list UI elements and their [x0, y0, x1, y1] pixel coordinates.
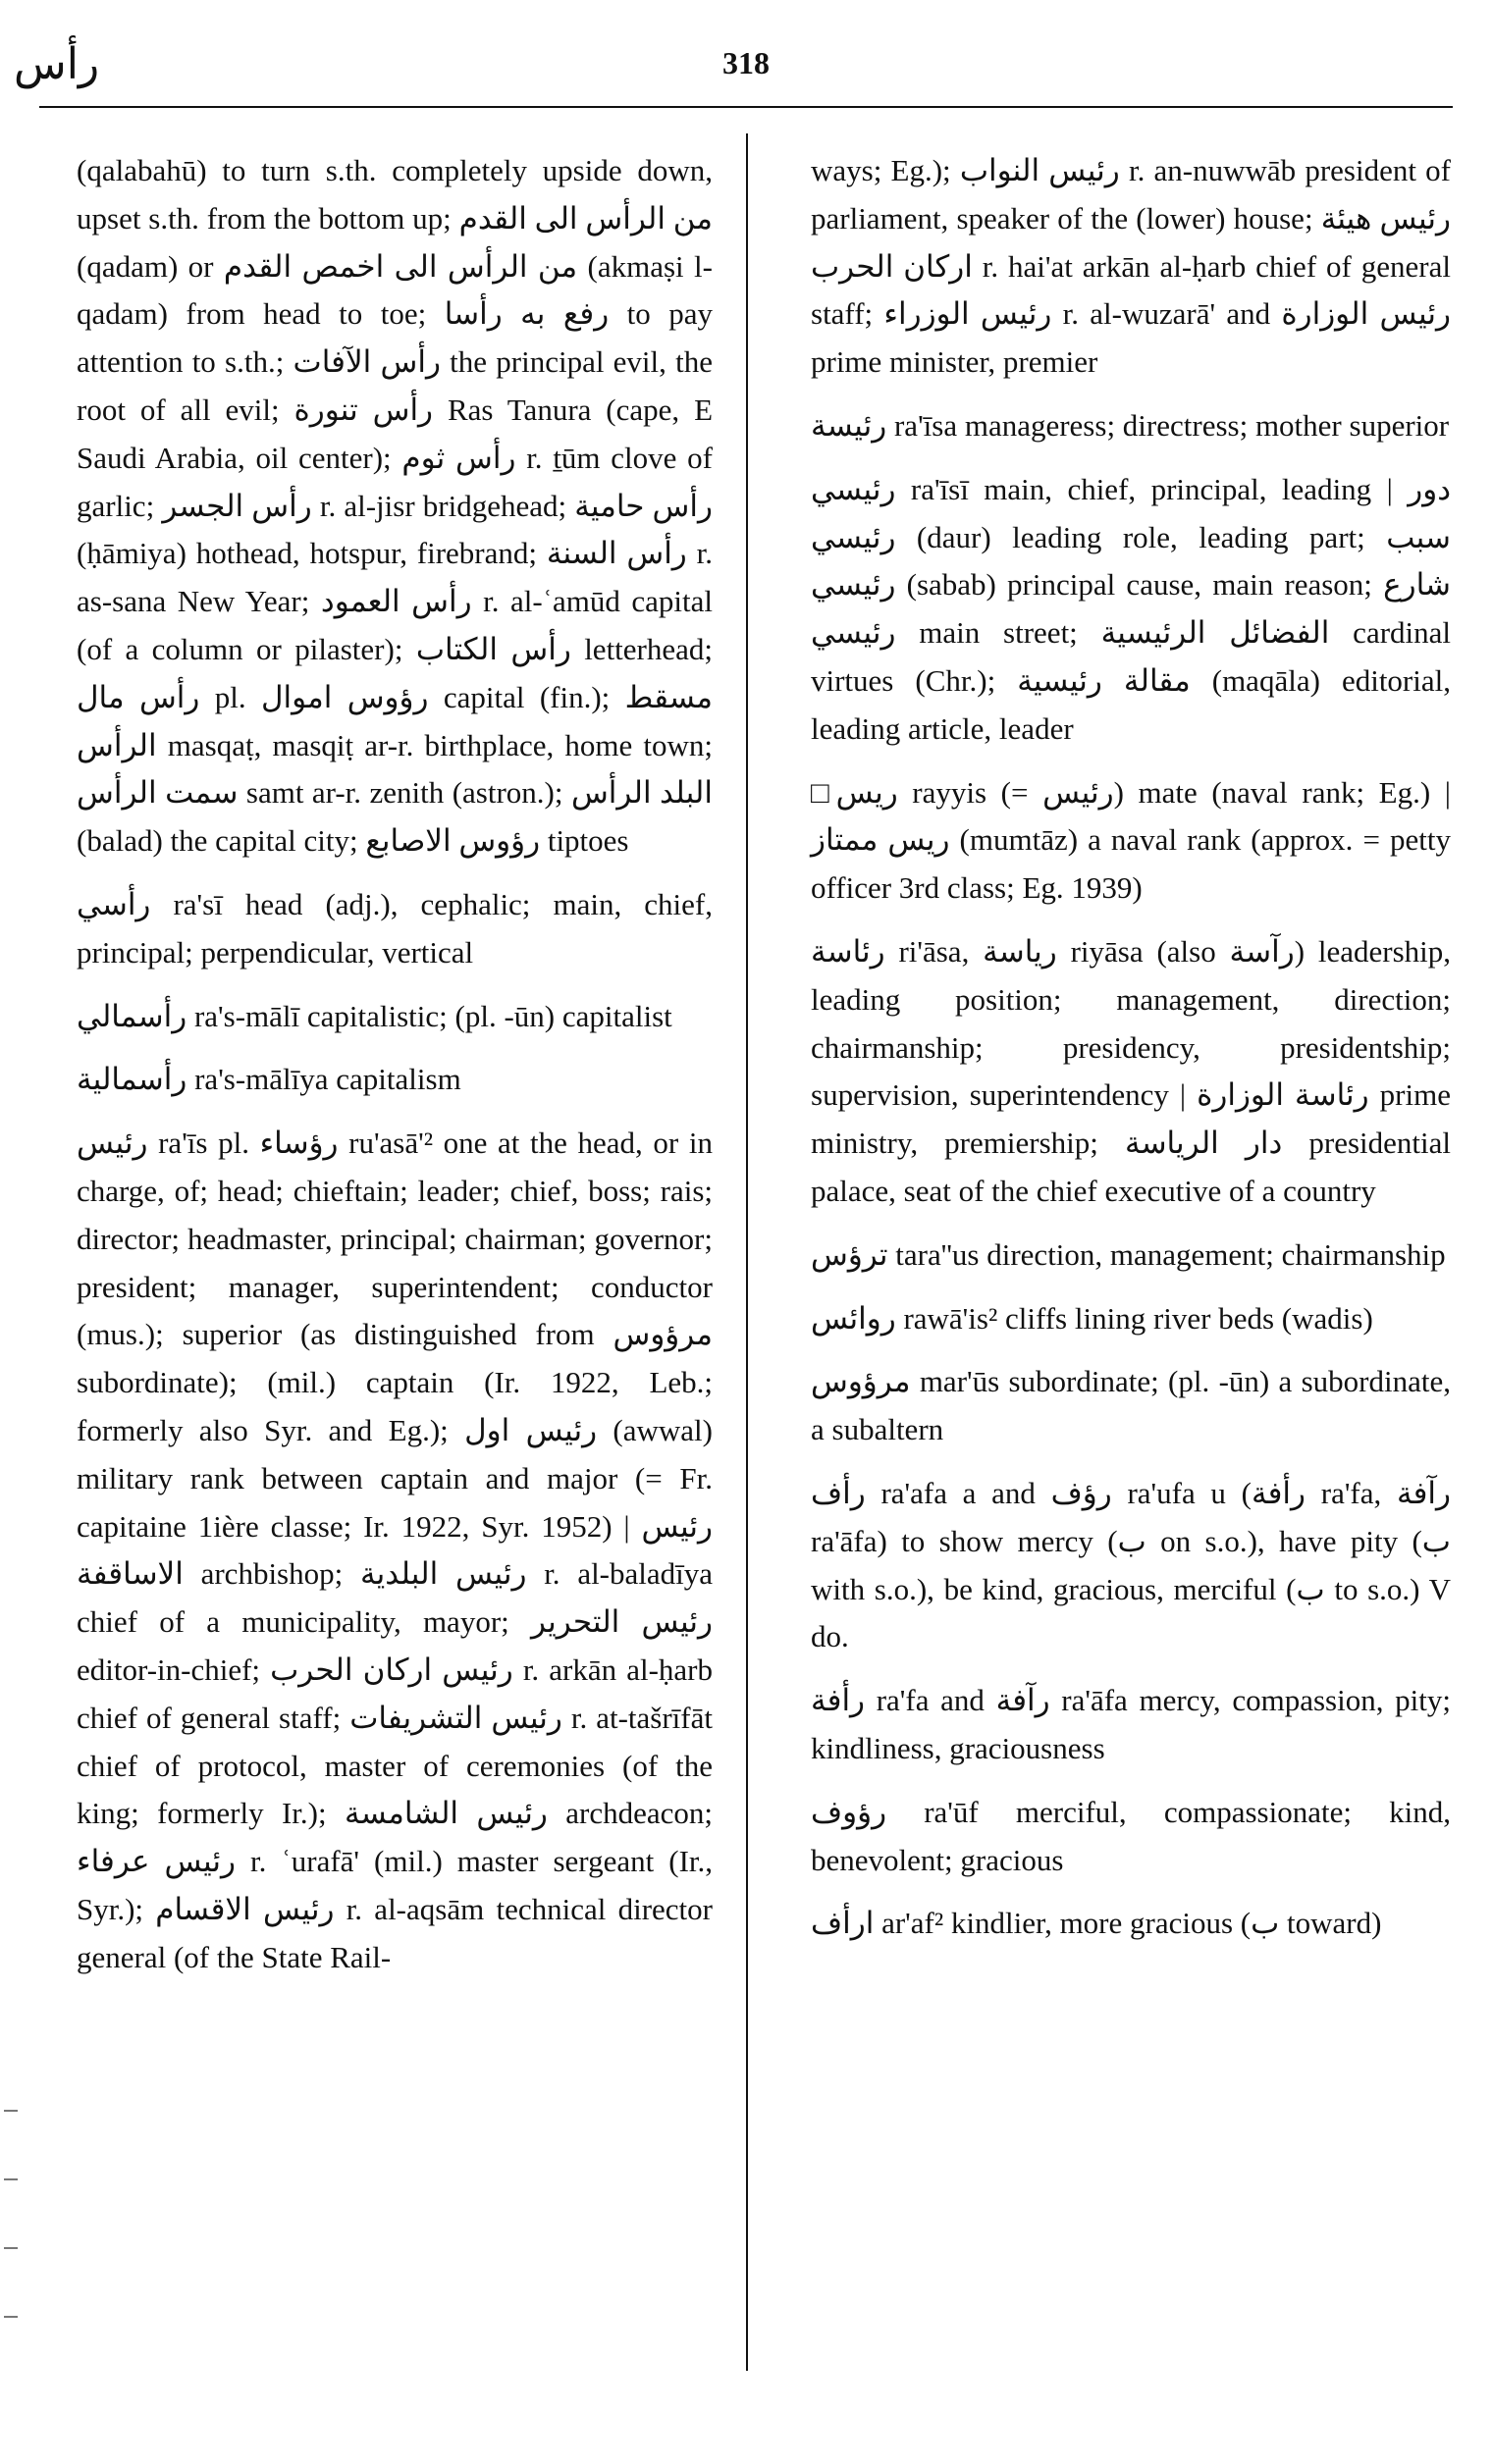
dictionary-entry: رأف ra'afa a and رؤف ra'ufa u (رأفة ra'fa, رآفة ra'āfa) to show mercy (ب on s.o.), have pity (ب with s.o.), be kind, gracious, merciful (ب to s.o.) V do.	[811, 1475, 1452, 1654]
dictionary-entry: مرؤوس mar'ūs subordinate; (pl. -ūn) a subordinate, a subaltern	[811, 1364, 1451, 1447]
margin-mark	[4, 2178, 18, 2180]
dictionary-entry: رأسمالية ra's-mālīya capitalism	[77, 1062, 461, 1097]
dictionary-entry: ways; Eg.); رئيس النواب r. an-nuwwāb president of parliament, speaker of the (lower) house; رئيس هيئة اركان الحرب r. hai'at arkān al-ḥarb chief of general staff; رئيس الوزراء r. al-wuzarā' and رئيس الوزارة prime minister, premier	[811, 153, 1452, 380]
dictionary-entry: رؤوف ra'ūf merciful, compassionate; kind, benevolent; gracious	[811, 1794, 1451, 1877]
margin-mark	[4, 2316, 18, 2318]
dictionary-entry: رأفة ra'fa and رآفة ra'āfa mercy, compassion, pity; kindliness, graciousness	[811, 1683, 1451, 1765]
dictionary-entry: رئيس ra'īs pl. رؤساء ru'asā'² one at the head, or in charge, of; head; chieftain; leader; chief, boss; rais; director; headmaster, principal; chairman; governor; president; manager, superintendent; conductor (mus.); superior (as distinguished from مرؤوس subordinate); (mil.) captain (Ir. 1922, Leb.; formerly also Syr. and Eg.); رئيس اول (awwal) military rank between captain and major (= Fr. capitaine 1ière classe; Ir. 1922, Syr. 1952) | رئيس الاساقفة archbishop; رئيس البلدية r. al-baladīya chief of a municipality, mayor; رئيس التحرير editor-in-chief; رئيس اركان الحرب r. arkān al-ḥarb chief of general staff; رئيس التشريفات r. at-tašrīfāt chief of protocol, master of ceremonies (of the king; formerly Ir.); رئيس الشامسة archdeacon; رئيس عرفاء r. ʿurafā' (mil.) master sergeant (Ir., Syr.); رئيس الاقسام r. al-aqsām technical director general (of the State Rail-	[77, 1126, 714, 1974]
running-headword: رأس	[14, 39, 100, 89]
margin-mark	[4, 2110, 18, 2112]
margin-mark	[4, 2247, 18, 2249]
left-column	[77, 147, 713, 1997]
dictionary-entry: (qalabahū) to turn s.th. completely upside down, upset s.th. from the bottom up; من الرأس الى القدم (qadam) or من الرأس الى اخمص القدم (akmaṣi l-qadam) from head to toe; رفع به رأسا to pay attention to s.th.; رأس الآفات the principal evil, the root of all evil; رأس تنورة Ras Tanura (cape, E Saudi Arabia, oil center); رأس ثوم r. ṯūm clove of garlic; رأس الجسر r. al-jisr bridgehead; رأس حامية (ḥāmiya) hothead, hotspur, firebrand; رأس السنة r. as-sana New Year; رأس العمود r. al-ʿamūd capital (of a column or pilaster); رأس الكتاب letterhead; رأس مال pl. رؤوس اموال capital (fin.); مسقط الرأس masqaṭ, masqiṭ ar-r. birthplace, home town; سمت الرأس samt ar-r. zenith (astron.); البلد الرأس (balad) the capital city; رؤوس الاصابع tiptoes	[77, 153, 714, 859]
margin-scan-marks	[0, 2110, 29, 2365]
column-divider	[746, 133, 748, 2371]
dictionary-entry: ترؤس tara''us direction, management; chairmanship	[811, 1236, 1446, 1272]
dictionary-entry: رئيسي ra'īsī main, chief, principal, leading | دور رئيسي (daur) leading role, leading part; سبب رئيسي (sabab) principal cause, main reason; شارع رئيسي main street; الفضائل الرئيسية cardinal virtues (Chr.); مقالة رئيسية (maqāla) editorial, leading article, leader	[811, 471, 1452, 746]
dictionary-entry: □ريس rayyis (= رئيس) mate (naval rank; Eg.) | ريس ممتاز (mumtāz) a naval rank (approx. = petty officer 3rd class; Eg. 1939)	[811, 774, 1451, 906]
dictionary-entry: روائس rawā'is² cliffs lining river beds (wadis)	[811, 1300, 1373, 1336]
header-rule	[39, 106, 1453, 108]
dictionary-entry: رئاسة ri'āsa, رياسة riyāsa (also رآسة) leadership, leading position; management, direction; chairmanship; presidency, presidentship; supervision, superintendency | رئاسة الوزارة prime ministry, premiership; دار الرياسة presidential palace, seat of the chief executive of a country	[811, 933, 1452, 1208]
right-column	[811, 147, 1451, 1964]
dictionary-entry: ارأف ar'af² kindlier, more gracious (ب toward)	[811, 1906, 1382, 1941]
dictionary-entry: رأسي ra'sī head (adj.), cephalic; main, chief, principal; perpendicular, vertical	[77, 886, 713, 970]
dictionary-entry: رئيسة ra'īsa manageress; directress; mother superior	[811, 407, 1450, 443]
page-number: 318	[722, 45, 770, 80]
page-header	[0, 0, 1492, 110]
dictionary-entry: رأسمالي ra's-mālī capitalistic; (pl. -ūn) capitalist	[77, 998, 672, 1033]
